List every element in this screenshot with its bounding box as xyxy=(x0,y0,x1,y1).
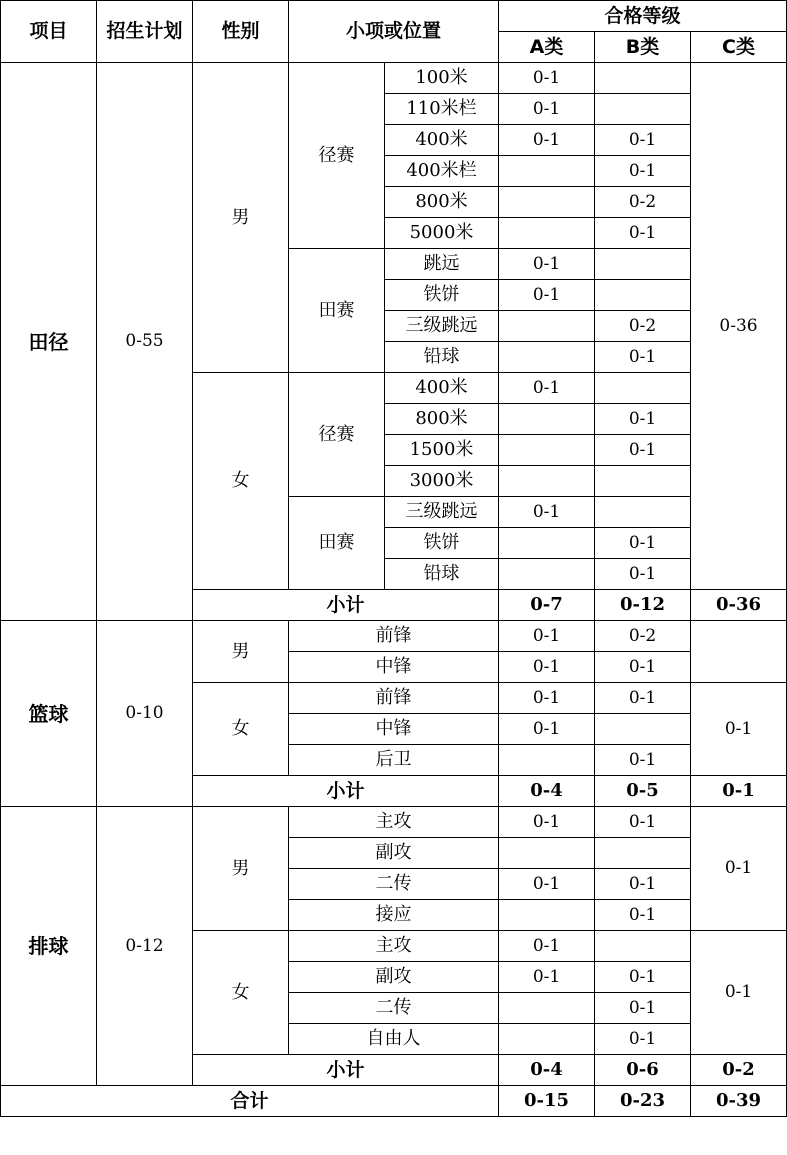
grade-a-value xyxy=(499,435,595,466)
total-row xyxy=(1,1086,787,1117)
event-name: 铁饼 xyxy=(385,528,499,559)
position-name: 主攻 xyxy=(289,807,499,838)
position-name: 副攻 xyxy=(289,962,499,993)
event-name: 5000米 xyxy=(385,218,499,249)
table-row xyxy=(1,63,787,94)
table-row xyxy=(1,621,787,652)
grade-c-value: 0-1 xyxy=(691,931,787,1055)
event-name: 100米 xyxy=(385,63,499,94)
grade-b-value xyxy=(595,466,691,497)
subtotal-a: 0-4 xyxy=(499,1055,595,1086)
position-name: 主攻 xyxy=(289,931,499,962)
grade-b-value xyxy=(595,373,691,404)
grade-b-value xyxy=(595,280,691,311)
event-name: 三级跳远 xyxy=(385,311,499,342)
position-name: 接应 xyxy=(289,900,499,931)
grade-b-value: 0-1 xyxy=(595,342,691,373)
grade-a-value xyxy=(499,745,595,776)
gender-female: 女 xyxy=(193,373,289,590)
total-c: 0-39 xyxy=(691,1086,787,1117)
subtotal-c: 0-1 xyxy=(691,776,787,807)
grade-a-value: 0-1 xyxy=(499,497,595,528)
grade-a-value: 0-1 xyxy=(499,125,595,156)
gender-female: 女 xyxy=(193,931,289,1055)
grade-a-value: 0-1 xyxy=(499,869,595,900)
total-a: 0-15 xyxy=(499,1086,595,1117)
total-label: 合计 xyxy=(1,1086,499,1117)
event-name: 三级跳远 xyxy=(385,497,499,528)
category-track: 径赛 xyxy=(289,63,385,249)
grade-b-value: 0-1 xyxy=(595,528,691,559)
category-track: 径赛 xyxy=(289,373,385,497)
gender-male: 男 xyxy=(193,621,289,683)
grade-a-value xyxy=(499,404,595,435)
position-name: 中锋 xyxy=(289,714,499,745)
grade-b-value: 0-1 xyxy=(595,962,691,993)
grade-a-value: 0-1 xyxy=(499,652,595,683)
subtotal-a: 0-7 xyxy=(499,590,595,621)
subtotal-a: 0-4 xyxy=(499,776,595,807)
grade-a-value xyxy=(499,993,595,1024)
grade-a-value: 0-1 xyxy=(499,931,595,962)
grade-a-value: 0-1 xyxy=(499,63,595,94)
event-name: 400米栏 xyxy=(385,156,499,187)
gender-male: 男 xyxy=(193,63,289,373)
grade-b-value xyxy=(595,249,691,280)
grade-b-value xyxy=(595,838,691,869)
event-name: 400米 xyxy=(385,125,499,156)
grade-a-value xyxy=(499,528,595,559)
grade-a-value xyxy=(499,218,595,249)
grade-b-value: 0-1 xyxy=(595,900,691,931)
header-grade: 合格等级 xyxy=(499,1,787,32)
grade-b-value: 0-1 xyxy=(595,993,691,1024)
subtotal-b: 0-5 xyxy=(595,776,691,807)
grade-b-value: 0-1 xyxy=(595,435,691,466)
grade-b-value: 0-1 xyxy=(595,1024,691,1055)
grade-b-value: 0-2 xyxy=(595,621,691,652)
grade-c-value: 0-1 xyxy=(691,807,787,931)
grade-b-value: 0-1 xyxy=(595,156,691,187)
event-name: 800米 xyxy=(385,187,499,218)
grade-a-value xyxy=(499,156,595,187)
grade-b-value: 0-1 xyxy=(595,559,691,590)
grade-b-value: 0-2 xyxy=(595,311,691,342)
grade-b-value: 0-1 xyxy=(595,125,691,156)
event-name: 400米 xyxy=(385,373,499,404)
subtotal-c: 0-2 xyxy=(691,1055,787,1086)
sport-track-field: 田径 xyxy=(1,63,97,621)
grade-b-value: 0-1 xyxy=(595,869,691,900)
grade-b-value: 0-1 xyxy=(595,683,691,714)
grade-b-value: 0-1 xyxy=(595,807,691,838)
grade-a-value: 0-1 xyxy=(499,621,595,652)
grade-b-value xyxy=(595,714,691,745)
header-grade-a: A类 xyxy=(499,32,595,63)
position-name: 二传 xyxy=(289,869,499,900)
event-name: 铅球 xyxy=(385,559,499,590)
header-plan: 招生计划 xyxy=(97,1,193,63)
grade-b-value: 0-1 xyxy=(595,218,691,249)
grade-a-value: 0-1 xyxy=(499,94,595,125)
position-name: 后卫 xyxy=(289,745,499,776)
header-grade-b: B类 xyxy=(595,32,691,63)
grade-b-value: 0-1 xyxy=(595,745,691,776)
grade-a-value xyxy=(499,187,595,218)
grade-c-empty xyxy=(691,621,787,683)
subtotal-label: 小计 xyxy=(193,590,499,621)
table-row xyxy=(1,807,787,838)
position-name: 前锋 xyxy=(289,621,499,652)
grade-a-value: 0-1 xyxy=(499,962,595,993)
grade-a-value: 0-1 xyxy=(499,280,595,311)
total-b: 0-23 xyxy=(595,1086,691,1117)
header-gender: 性别 xyxy=(193,1,289,63)
plan-track-field: 0-55 xyxy=(97,63,193,621)
grade-a-value: 0-1 xyxy=(499,714,595,745)
grade-a-value xyxy=(499,900,595,931)
grade-a-value: 0-1 xyxy=(499,249,595,280)
subtotal-c: 0-36 xyxy=(691,590,787,621)
grade-b-value: 0-2 xyxy=(595,187,691,218)
grade-b-value: 0-1 xyxy=(595,404,691,435)
category-field: 田赛 xyxy=(289,249,385,373)
event-name: 3000米 xyxy=(385,466,499,497)
subtotal-b: 0-12 xyxy=(595,590,691,621)
plan-basketball: 0-10 xyxy=(97,621,193,807)
grade-a-value xyxy=(499,466,595,497)
gender-male: 男 xyxy=(193,807,289,931)
sport-volleyball: 排球 xyxy=(1,807,97,1086)
gender-female: 女 xyxy=(193,683,289,776)
grade-b-value xyxy=(595,931,691,962)
grade-a-value xyxy=(499,838,595,869)
position-name: 前锋 xyxy=(289,683,499,714)
grade-a-value: 0-1 xyxy=(499,373,595,404)
event-name: 110米栏 xyxy=(385,94,499,125)
event-name: 铅球 xyxy=(385,342,499,373)
subtotal-label: 小计 xyxy=(193,776,499,807)
position-name: 中锋 xyxy=(289,652,499,683)
grade-a-value xyxy=(499,342,595,373)
grade-b-value: 0-1 xyxy=(595,652,691,683)
grade-c-value: 0-1 xyxy=(691,683,787,776)
header-project: 项目 xyxy=(1,1,97,63)
grade-a-value xyxy=(499,311,595,342)
plan-volleyball: 0-12 xyxy=(97,807,193,1086)
grade-a-value xyxy=(499,1024,595,1055)
grade-a-value xyxy=(499,559,595,590)
grade-b-value xyxy=(595,63,691,94)
grade-b-value xyxy=(595,497,691,528)
event-name: 800米 xyxy=(385,404,499,435)
event-name: 1500米 xyxy=(385,435,499,466)
grade-a-value: 0-1 xyxy=(499,807,595,838)
sport-basketball: 篮球 xyxy=(1,621,97,807)
position-name: 二传 xyxy=(289,993,499,1024)
grade-b-value xyxy=(595,94,691,125)
position-name: 副攻 xyxy=(289,838,499,869)
subtotal-label: 小计 xyxy=(193,1055,499,1086)
grade-c-value: 0-36 xyxy=(691,63,787,590)
category-field: 田赛 xyxy=(289,497,385,590)
subtotal-b: 0-6 xyxy=(595,1055,691,1086)
position-name: 自由人 xyxy=(289,1024,499,1055)
event-name: 铁饼 xyxy=(385,280,499,311)
event-name: 跳远 xyxy=(385,249,499,280)
header-grade-c: C类 xyxy=(691,32,787,63)
header-item: 小项或位置 xyxy=(289,1,499,63)
grade-a-value: 0-1 xyxy=(499,683,595,714)
